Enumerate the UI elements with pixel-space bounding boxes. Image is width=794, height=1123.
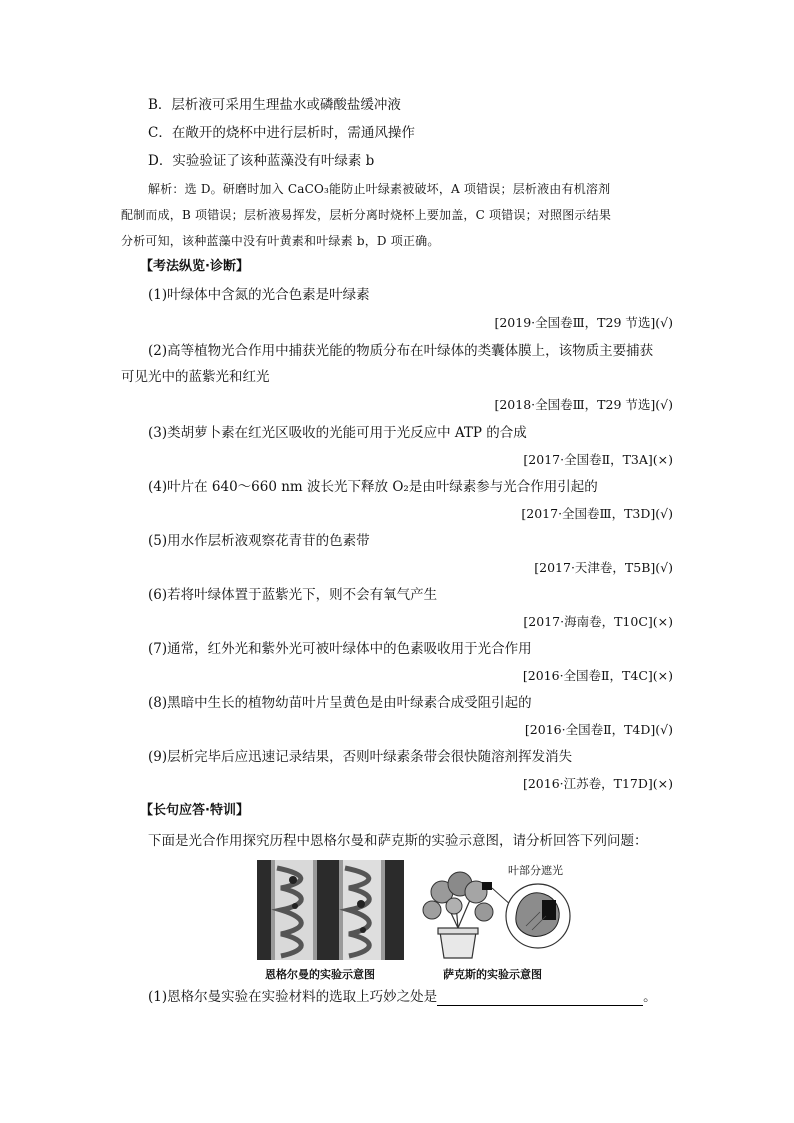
- question-1-prefix: (1)恩格尔曼实验在实验材料的选取上巧妙之处是: [148, 989, 438, 1005]
- option-c: C．在敞开的烧杯中进行层析时，需通风操作: [148, 125, 415, 141]
- answer-blank[interactable]: [437, 992, 643, 1006]
- item-7-text: (7)通常，红外光和紫外光可被叶绿体中的色素吸收用于光合作用: [148, 641, 532, 657]
- item-3-text: (3)类胡萝卜素在红光区吸收的光能可用于光反应中 ATP 的合成: [148, 425, 527, 441]
- item-8-text: (8)黑暗中生长的植物幼苗叶片呈黄色是由叶绿素合成受阻引起的: [148, 695, 532, 711]
- section-title-training: 【长句应答·特训】: [140, 803, 249, 818]
- item-4-source: [2017·全国卷Ⅲ，T3D](√): [521, 506, 673, 521]
- item-4-text: (4)叶片在 640～660 nm 波长光下释放 O₂是由叶绿素参与光合作用引起的: [148, 479, 598, 495]
- item-6-text: (6)若将叶绿体置于蓝紫光下，则不会有氧气产生: [148, 587, 438, 603]
- leaf-cover-label: 叶部分遮光: [508, 864, 563, 877]
- sachs-caption: 萨克斯的实验示意图: [443, 968, 542, 981]
- option-b: B．层析液可采用生理盐水或磷酸盐缓冲液: [148, 97, 401, 113]
- item-2-text: (2)高等植物光合作用中捕获光能的物质分布在叶绿体的类囊体膜上，该物质主要捕获: [148, 343, 654, 359]
- option-d: D．实验验证了该种蓝藻没有叶绿素 b: [148, 153, 375, 169]
- analysis-line-1: 解析：选 D。研磨时加入 CaCO₃能防止叶绿素被破坏，A 项错误；层析液由有机溶剂: [148, 182, 611, 196]
- item-3-source: [2017·全国卷Ⅱ，T3A](×): [523, 452, 673, 467]
- item-5-text: (5)用水作层析液观察花青苷的色素带: [148, 533, 370, 549]
- item-1-text: (1)叶绿体中含氮的光合色素是叶绿素: [148, 287, 370, 303]
- item-7-source: [2016·全国卷Ⅱ，T4C](×): [522, 668, 673, 683]
- item-5-source: [2017·天津卷，T5B](√): [534, 560, 673, 575]
- question-1-suffix: 。: [643, 989, 657, 1005]
- intro-text: 下面是光合作用探究历程中恩格尔曼和萨克斯的实验示意图，请分析回答下列问题：: [148, 833, 648, 849]
- analysis-line-2: 配制而成，B 项错误；层析液易挥发，层析分离时烧杯上要加盖，C 项错误；对照图示结果: [121, 208, 612, 222]
- question-1: [148, 988, 657, 1006]
- engelmann-caption: 恩格尔曼的实验示意图: [265, 968, 375, 981]
- item-8-source: [2016·全国卷Ⅱ，T4D](√): [524, 722, 673, 737]
- item-2-text-cont: 可见光中的蓝紫光和红光: [121, 369, 270, 385]
- section-title-diagnosis: 【考法纵览·诊断】: [140, 259, 249, 274]
- item-2-source: [2018·全国卷Ⅲ，T29 节选](√): [494, 397, 673, 412]
- item-9-source: [2016·江苏卷，T17D](×): [522, 776, 673, 791]
- engelmann-figure: [257, 860, 404, 960]
- item-6-source: [2017·海南卷，T10C](×): [523, 614, 673, 629]
- item-1-source: [2019·全国卷Ⅲ，T29 节选](√): [494, 315, 673, 330]
- engelmann-photo: [257, 860, 404, 960]
- analysis-line-3: 分析可知，该种蓝藻中没有叶黄素和叶绿素 b，D 项正确。: [121, 234, 440, 248]
- item-9-text: (9)层析完毕后应迅速记录结果，否则叶绿素条带会很快随溶剂挥发消失: [148, 749, 573, 765]
